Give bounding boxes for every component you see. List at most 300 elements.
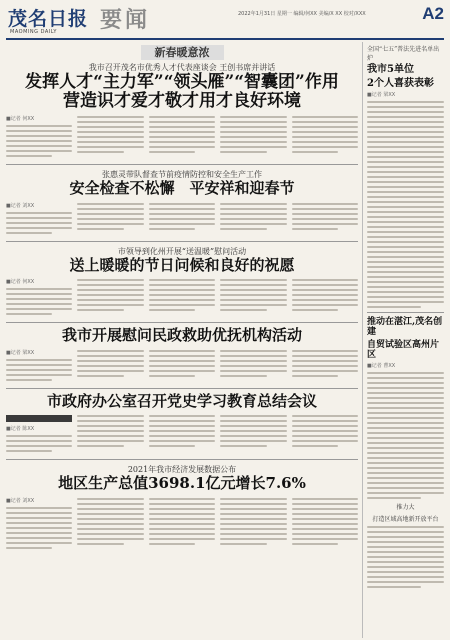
side-story-headline-3: 推动在湛江,茂名创建 (367, 317, 443, 338)
body-text-line (77, 430, 143, 432)
body-text-line (77, 208, 143, 210)
body-text-line (292, 355, 358, 357)
body-text-line (367, 306, 421, 308)
story-body (6, 495, 358, 552)
body-text-line (6, 217, 72, 219)
body-text-line (149, 136, 215, 138)
body-text-line (292, 523, 358, 525)
body-text-line (292, 518, 358, 520)
body-text-line (292, 420, 358, 422)
body-text-line (292, 370, 358, 372)
body-text-line (367, 131, 444, 133)
body-text-line (77, 360, 143, 362)
side-story-byline-2: ■记者 曹XX (367, 363, 396, 370)
story-body (6, 200, 358, 237)
body-text-line (149, 131, 215, 133)
body-text-line (149, 523, 215, 525)
body-text-line (77, 121, 143, 123)
body-text-line (220, 355, 286, 357)
divider (6, 241, 358, 242)
body-text-line (149, 440, 215, 442)
body-text-line (77, 126, 143, 128)
body-text-line (77, 498, 143, 500)
body-text-line (367, 161, 444, 163)
body-text-line (220, 309, 266, 311)
body-text-line (6, 155, 52, 157)
body-text-line (367, 457, 444, 459)
body-text-line (367, 581, 444, 583)
body-text-line (367, 266, 444, 268)
divider (6, 388, 358, 389)
body-text-line (367, 291, 444, 293)
story-talent (6, 62, 358, 160)
page-number: A2 (422, 4, 444, 23)
body-text-line (292, 435, 358, 437)
body-text-line (292, 116, 358, 118)
body-text-line (220, 203, 286, 205)
body-text-line (6, 512, 72, 514)
body-text-line (220, 508, 286, 510)
body-text-line (367, 447, 444, 449)
body-text-line (220, 213, 286, 215)
body-text-line (149, 543, 195, 545)
body-text-line (149, 213, 215, 215)
body-text-line (149, 126, 215, 128)
story-economy (6, 464, 358, 552)
body-text-line (220, 228, 266, 230)
body-text-line (149, 370, 215, 372)
body-text-line (77, 528, 143, 530)
body-text-line (77, 543, 123, 545)
body-text-line (367, 136, 444, 138)
body-text-line (77, 223, 143, 225)
body-text-line (6, 517, 72, 519)
body-text-line (149, 445, 195, 447)
body-text-line (367, 151, 444, 153)
body-text-line (149, 141, 215, 143)
body-text-line (367, 576, 444, 578)
body-text-line (77, 350, 143, 352)
body-text-line (6, 547, 52, 549)
body-text-line (77, 309, 123, 311)
body-text-line (292, 141, 358, 143)
story-kicker: 张惠灵带队督查节前疫情防控和安全生产工作 (102, 170, 262, 180)
body-text-line (292, 294, 358, 296)
body-text-line (220, 294, 286, 296)
body-text-line (367, 211, 444, 213)
body-text-line (367, 546, 444, 548)
body-text-line (149, 355, 215, 357)
body-text-line (6, 222, 72, 224)
body-text-line (220, 304, 286, 306)
body-text-line (292, 203, 358, 205)
body-text-line (292, 445, 338, 447)
body-text-line (77, 228, 123, 230)
body-text-line (367, 126, 444, 128)
body-text-line (220, 420, 286, 422)
body-text-line (220, 513, 286, 515)
story-headline: 市政府办公室召开党史学习教育总结会议 (46, 391, 317, 410)
body-text-line (367, 442, 444, 444)
body-text-line (149, 508, 215, 510)
body-text-line (77, 523, 143, 525)
body-text-line (220, 360, 286, 362)
body-text-line (292, 146, 358, 148)
body-text-line (367, 271, 444, 273)
story-warmth (6, 246, 358, 319)
body-text-line (6, 298, 72, 300)
story-byline: ■记者 陈XX (6, 426, 35, 433)
story-body (6, 113, 358, 160)
body-text-line (6, 232, 52, 234)
body-text-line (149, 218, 215, 220)
story-headline-2: 营造识才爱才敬才用才良好环境 (63, 90, 301, 111)
body-text-line (220, 218, 286, 220)
body-text-line (6, 293, 72, 295)
story-byline: ■记者 梁XX (6, 349, 35, 356)
body-text-line (77, 518, 143, 520)
body-text-line (220, 146, 286, 148)
body-text-line (367, 236, 444, 238)
body-text-line (367, 106, 444, 108)
body-text-line (292, 121, 358, 123)
body-text-line (149, 360, 215, 362)
body-text-line (292, 213, 358, 215)
body-text-line (367, 412, 444, 414)
body-text-line (149, 223, 215, 225)
body-text-line (367, 241, 444, 243)
divider (6, 164, 358, 165)
divider (367, 312, 444, 313)
body-text-line (220, 151, 266, 153)
body-text-line (292, 208, 358, 210)
body-text-line (367, 176, 444, 178)
body-text-line (220, 141, 286, 143)
body-text-line (367, 556, 444, 558)
body-text-line (292, 360, 358, 362)
body-text-line (6, 440, 72, 442)
body-text-line (77, 420, 143, 422)
body-text-line (292, 528, 358, 530)
body-text-line (220, 503, 286, 505)
body-text-line (220, 350, 286, 352)
body-text-line (367, 196, 444, 198)
body-text-line (220, 518, 286, 520)
body-text-line (367, 492, 444, 494)
story-safety (6, 169, 358, 237)
body-text-line (292, 151, 338, 153)
body-text-line (6, 130, 72, 132)
body-text-line (292, 430, 358, 432)
body-text-line (367, 452, 444, 454)
body-text-line (77, 533, 143, 535)
body-text-line (292, 309, 338, 311)
body-text-line (292, 538, 358, 540)
body-text-line (6, 507, 72, 509)
body-text-line (292, 218, 358, 220)
body-text-line (220, 445, 266, 447)
body-text-line (220, 208, 286, 210)
body-text-line (367, 427, 444, 429)
story-headline: 发挥人才“主力军”“领头雁”“智囊团”作用 (25, 72, 339, 92)
body-text-line (77, 151, 123, 153)
body-text-line (220, 116, 286, 118)
body-text-line (367, 141, 444, 143)
body-text-line (367, 186, 444, 188)
body-text-line (292, 223, 358, 225)
body-text-line (367, 111, 444, 113)
section-banner-label: 新春暖意浓 (141, 45, 224, 60)
body-text-line (149, 228, 195, 230)
body-text-line (149, 121, 215, 123)
side-column (362, 42, 444, 638)
body-text-line (149, 116, 215, 118)
body-text-line (220, 131, 286, 133)
body-text-line (367, 246, 444, 248)
story-headline: 我市开展慰问民政救助优抚机构活动 (61, 326, 302, 345)
body-text-line (220, 365, 286, 367)
body-text-line (220, 543, 266, 545)
body-text-line (367, 251, 444, 253)
body-text-line (149, 528, 215, 530)
side-subhead: 推力大 (396, 504, 415, 512)
body-text-line (292, 126, 358, 128)
story-body (6, 347, 358, 384)
body-text-line (367, 571, 444, 573)
body-text-line (367, 261, 444, 263)
body-text-line (6, 140, 72, 142)
body-text-line (149, 513, 215, 515)
body-text-line (220, 533, 286, 535)
body-text-line (367, 121, 444, 123)
body-text-line (220, 121, 286, 123)
body-text-line (77, 365, 143, 367)
body-text-line (149, 299, 215, 301)
body-text-line (292, 440, 358, 442)
body-text-line (149, 375, 195, 377)
body-text-line (6, 145, 72, 147)
body-text-line (6, 364, 72, 366)
body-text-line (77, 304, 143, 306)
body-text-line (367, 191, 444, 193)
body-text-line (367, 531, 444, 533)
body-text-line (220, 435, 286, 437)
body-text-line (77, 508, 143, 510)
body-text-line (220, 289, 286, 291)
body-text-line (6, 369, 72, 371)
body-text-line (367, 497, 421, 499)
section-banner (6, 44, 358, 60)
body-text-line (6, 150, 72, 152)
body-text-line (292, 508, 358, 510)
body-text-line (149, 518, 215, 520)
body-text-line (292, 503, 358, 505)
body-text-line (367, 156, 444, 158)
body-text-line (77, 213, 143, 215)
body-text-line (292, 415, 358, 417)
body-text-line (367, 437, 444, 439)
body-text-line (149, 151, 195, 153)
body-text-line (149, 294, 215, 296)
story-kicker: 市领导到化州开展“送温暖”慰问活动 (117, 246, 247, 256)
body-text-line (77, 355, 143, 357)
story-headline: 地区生产总值3698.1亿元增长7.6% (58, 474, 306, 493)
body-text-line (292, 299, 358, 301)
body-text-line (149, 533, 215, 535)
body-text-line (367, 536, 444, 538)
body-text-line (6, 135, 72, 137)
side-story-byline: ■记者 梁XX (367, 92, 396, 98)
body-text-line (149, 350, 215, 352)
body-text-line (149, 309, 195, 311)
body-text-line (367, 221, 444, 223)
body-text-line (6, 288, 72, 290)
body-text-line (6, 359, 72, 361)
body-text-line (149, 425, 215, 427)
body-text-line (220, 223, 286, 225)
body-text-line (367, 146, 444, 148)
body-text-line (292, 513, 358, 515)
body-text-line (149, 284, 215, 286)
body-text-line (367, 487, 444, 489)
story-byline: ■记者 何XX (6, 279, 35, 286)
body-text-line (6, 537, 72, 539)
body-text-line (367, 407, 444, 409)
story-welfare (6, 327, 358, 384)
body-text-line (367, 116, 444, 118)
body-text-line (367, 392, 444, 394)
body-text-line (292, 350, 358, 352)
body-text-line (77, 440, 143, 442)
body-text-line (367, 462, 444, 464)
body-text-line (6, 445, 72, 447)
body-text-line (77, 370, 143, 372)
body-text-line (77, 136, 143, 138)
body-text-line (220, 375, 266, 377)
body-text-line (292, 543, 338, 545)
body-text-line (149, 420, 215, 422)
section-title: 要闻 (100, 7, 151, 33)
body-text-line (77, 435, 143, 437)
body-text-line (367, 477, 444, 479)
body-text-line (292, 136, 358, 138)
body-text-line (220, 528, 286, 530)
body-text-line (6, 227, 72, 229)
body-text-line (149, 435, 215, 437)
body-text-line (220, 415, 286, 417)
body-text-line (77, 425, 143, 427)
side-story-kicker: 全国“七五”普法先进名单出炉 (367, 46, 440, 62)
body-text-line (77, 375, 123, 377)
body-text-line (6, 522, 72, 524)
story-body (6, 276, 358, 318)
issue-meta: 2022年1月31日 星期一 编辑/何XX 美编/X XX 校对/XXX (238, 11, 366, 17)
body-text-line (149, 503, 215, 505)
body-text-line (6, 435, 72, 437)
body-text-line (77, 218, 143, 220)
body-text-line (367, 417, 444, 419)
divider (6, 322, 358, 323)
body-text-line (367, 482, 444, 484)
masthead (0, 0, 450, 44)
body-text-line (77, 415, 143, 417)
newspaper-logo-english: MAOMING DAILY (10, 29, 57, 35)
story-headline: 安全检查不松懈 平安祥和迎春节 (69, 179, 295, 198)
newspaper-logo: 茂名日报 (8, 8, 89, 30)
body-text-line (367, 561, 444, 563)
body-text-line (220, 136, 286, 138)
body-text-line (292, 289, 358, 291)
body-text-line (367, 432, 444, 434)
body-text-line (367, 422, 444, 424)
body-text-line (149, 146, 215, 148)
story-kicker: 我市召开茂名市优秀人才代表座谈会 王创书席并讲话 (88, 63, 276, 72)
body-text-line (367, 216, 444, 218)
body-text-line (292, 279, 358, 281)
story-photo-caption-bar (6, 415, 72, 422)
body-text-line (149, 365, 215, 367)
body-text-line (220, 498, 286, 500)
body-text-line (292, 533, 358, 535)
body-text-line (6, 450, 52, 452)
body-text-line (6, 308, 72, 310)
body-text-line (77, 141, 143, 143)
body-text-line (77, 538, 143, 540)
body-text-line (367, 231, 444, 233)
body-text-line (367, 397, 444, 399)
body-text-line (367, 467, 444, 469)
body-text-line (77, 513, 143, 515)
body-text-line (77, 131, 143, 133)
story-headline: 送上暖暖的节日问候和良好的祝愿 (69, 255, 295, 274)
body-text-line (6, 542, 72, 544)
side-story-headline-2: 2个人喜获表彰 (367, 77, 434, 89)
body-text-line (367, 296, 444, 298)
body-text-line (367, 256, 444, 258)
body-text-line (367, 166, 444, 168)
body-text-line (149, 498, 215, 500)
body-text-line (367, 206, 444, 208)
body-text-line (220, 279, 286, 281)
body-text-line (367, 276, 444, 278)
body-text-line (367, 586, 421, 588)
body-text-line (220, 126, 286, 128)
body-text-line (77, 116, 143, 118)
body-text-line (367, 402, 444, 404)
body-text-line (292, 498, 358, 500)
body-text-line (292, 131, 358, 133)
body-text-line (367, 526, 444, 528)
body-text-line (149, 304, 215, 306)
body-text-line (292, 284, 358, 286)
body-text-line (292, 425, 358, 427)
side-story-headline-4: 自贸试验区高州片区 (367, 339, 440, 361)
body-text-line (77, 503, 143, 505)
body-text-line (367, 551, 444, 553)
body-text-line (367, 472, 444, 474)
body-text-line (6, 303, 72, 305)
body-text-line (367, 181, 444, 183)
body-text-line (6, 125, 72, 127)
body-text-line (367, 377, 444, 379)
body-text-line (292, 228, 338, 230)
body-text-line (367, 286, 444, 288)
body-text-line (149, 538, 215, 540)
body-text-line (367, 372, 444, 374)
body-text-line (149, 203, 215, 205)
body-text-line (220, 440, 286, 442)
body-text-line (367, 226, 444, 228)
